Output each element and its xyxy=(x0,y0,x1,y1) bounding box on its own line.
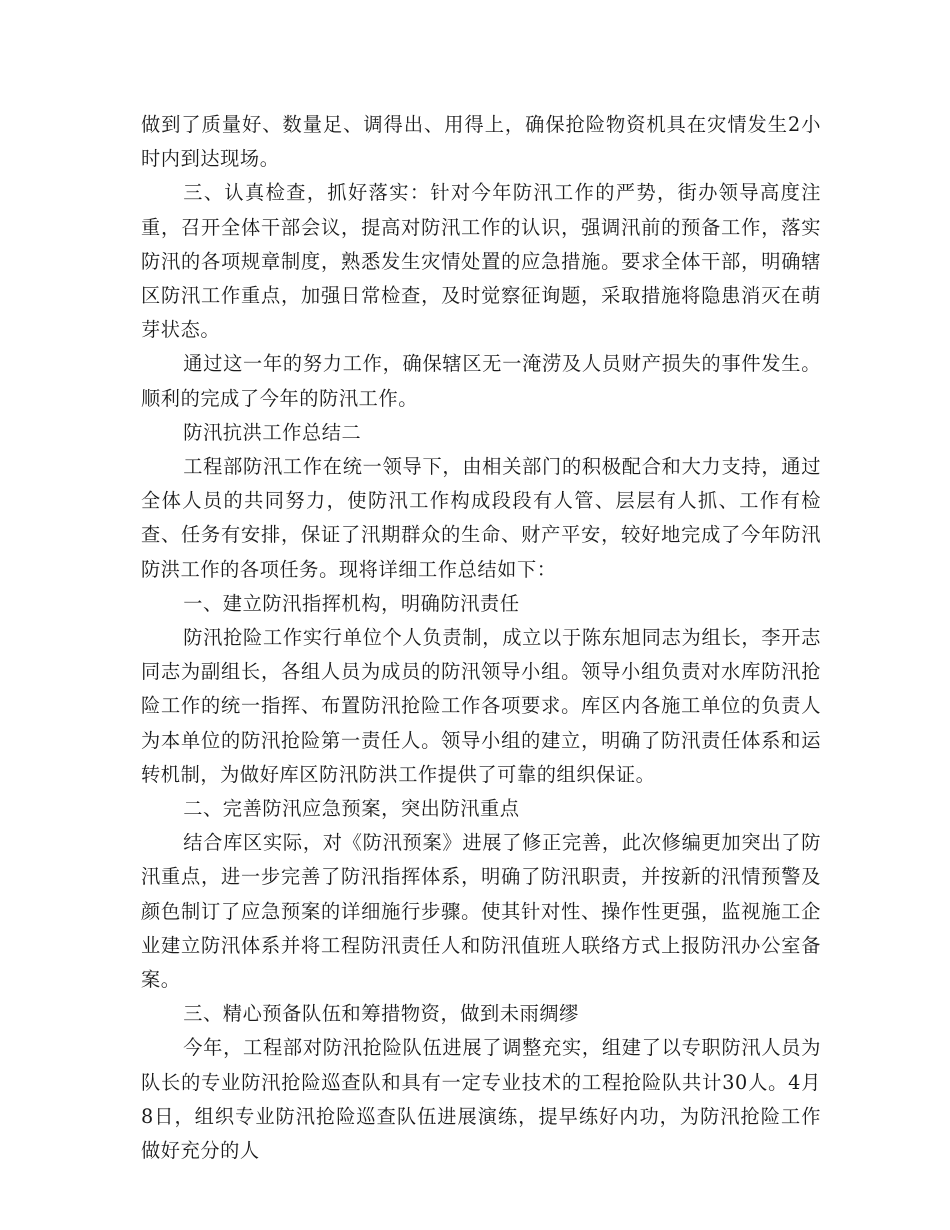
paragraph-conclusion: 通过这一年的努力工作，确保辖区无一淹涝及人员财产损失的事件发生。顺利的完成了今年的防汛工作。 xyxy=(141,352,821,410)
document-body xyxy=(141,108,821,1168)
subheading-command-structure: 一、建立防汛指挥机构，明确防汛责任 xyxy=(183,591,520,615)
paragraph-responsibility: 防汛抢险工作实行单位个人负责制，成立以于陈东旭同志为组长，李开志同志为副组长，各组人员为成员的防汛领导小组。领导小组负责对水库防汛抢险工作的统一指挥、布置防汛抢险工作各项要求。库区内各施工单位的负责人为本单位的防汛抢险第一责任人。领导小组的建立，明确了防汛责任体系和运转机制，为做好库区防汛防洪工作提供了可靠的组织保证。 xyxy=(141,626,821,786)
paragraph-intro: 工程部防汛工作在统一领导下，由相关部门的积极配合和大力支持，通过全体人员的共同努力，使防汛工作构成段段有人管、层层有人抓、工作有检查、任务有安排，保证了汛期群众的生命、财产平安，较好地完成了今年防汛防洪工作的各项任务。现将详细工作总结如下： xyxy=(141,455,821,581)
section-heading-summary-two: 防汛抗洪工作总结二 xyxy=(183,420,362,444)
paragraph-inspection: 三、认真检查，抓好落实：针对今年防汛工作的严势，街办领导高度注重，召开全体干部会议，提高对防汛工作的认识，强调汛前的预备工作，落实防汛的各项规章制度，熟悉发生灾情处置的应急措施。要求全体干部，明确辖区防汛工作重点，加强日常检查，及时觉察征询题，采取措施将隐患消灭在萌芽状态。 xyxy=(141,181,821,342)
paragraph-team-drill: 今年，工程部对防汛抢险队伍进展了调整充实，组建了以专职防汛人员为队长的专业防汛抢险巡查队和具有一定专业技术的工程抢险队共计30人。4月8日，组织专业防汛抢险巡查队伍进展演练，提早练好内功，为防汛抢险工作做好充分的人 xyxy=(141,1036,821,1163)
paragraph-plan-revision: 结合库区实际，对《防汛预案》进展了修正完善，此次修编更加突出了防汛重点，进一步完善了防汛指挥体系，明确了防汛职责，并按新的汛情预警及颜色制订了应急预案的详细施行步骤。使其针对性、操作性更强，监视施工企业建立防汛体系并将工程防汛责任人和防汛值班人联络方式上报防汛办公室备案。 xyxy=(141,831,821,992)
subheading-emergency-plan: 二、完善防汛应急预案，突出防汛重点 xyxy=(183,797,520,821)
subheading-team-preparation: 三、精心预备队伍和筹措物资，做到未雨绸缪 xyxy=(183,1002,579,1026)
paragraph-continuation: 做到了质量好、数量足、调得出、用得上，确保抢险物资机具在灾情发生2小时内到达现场。 xyxy=(141,113,821,171)
